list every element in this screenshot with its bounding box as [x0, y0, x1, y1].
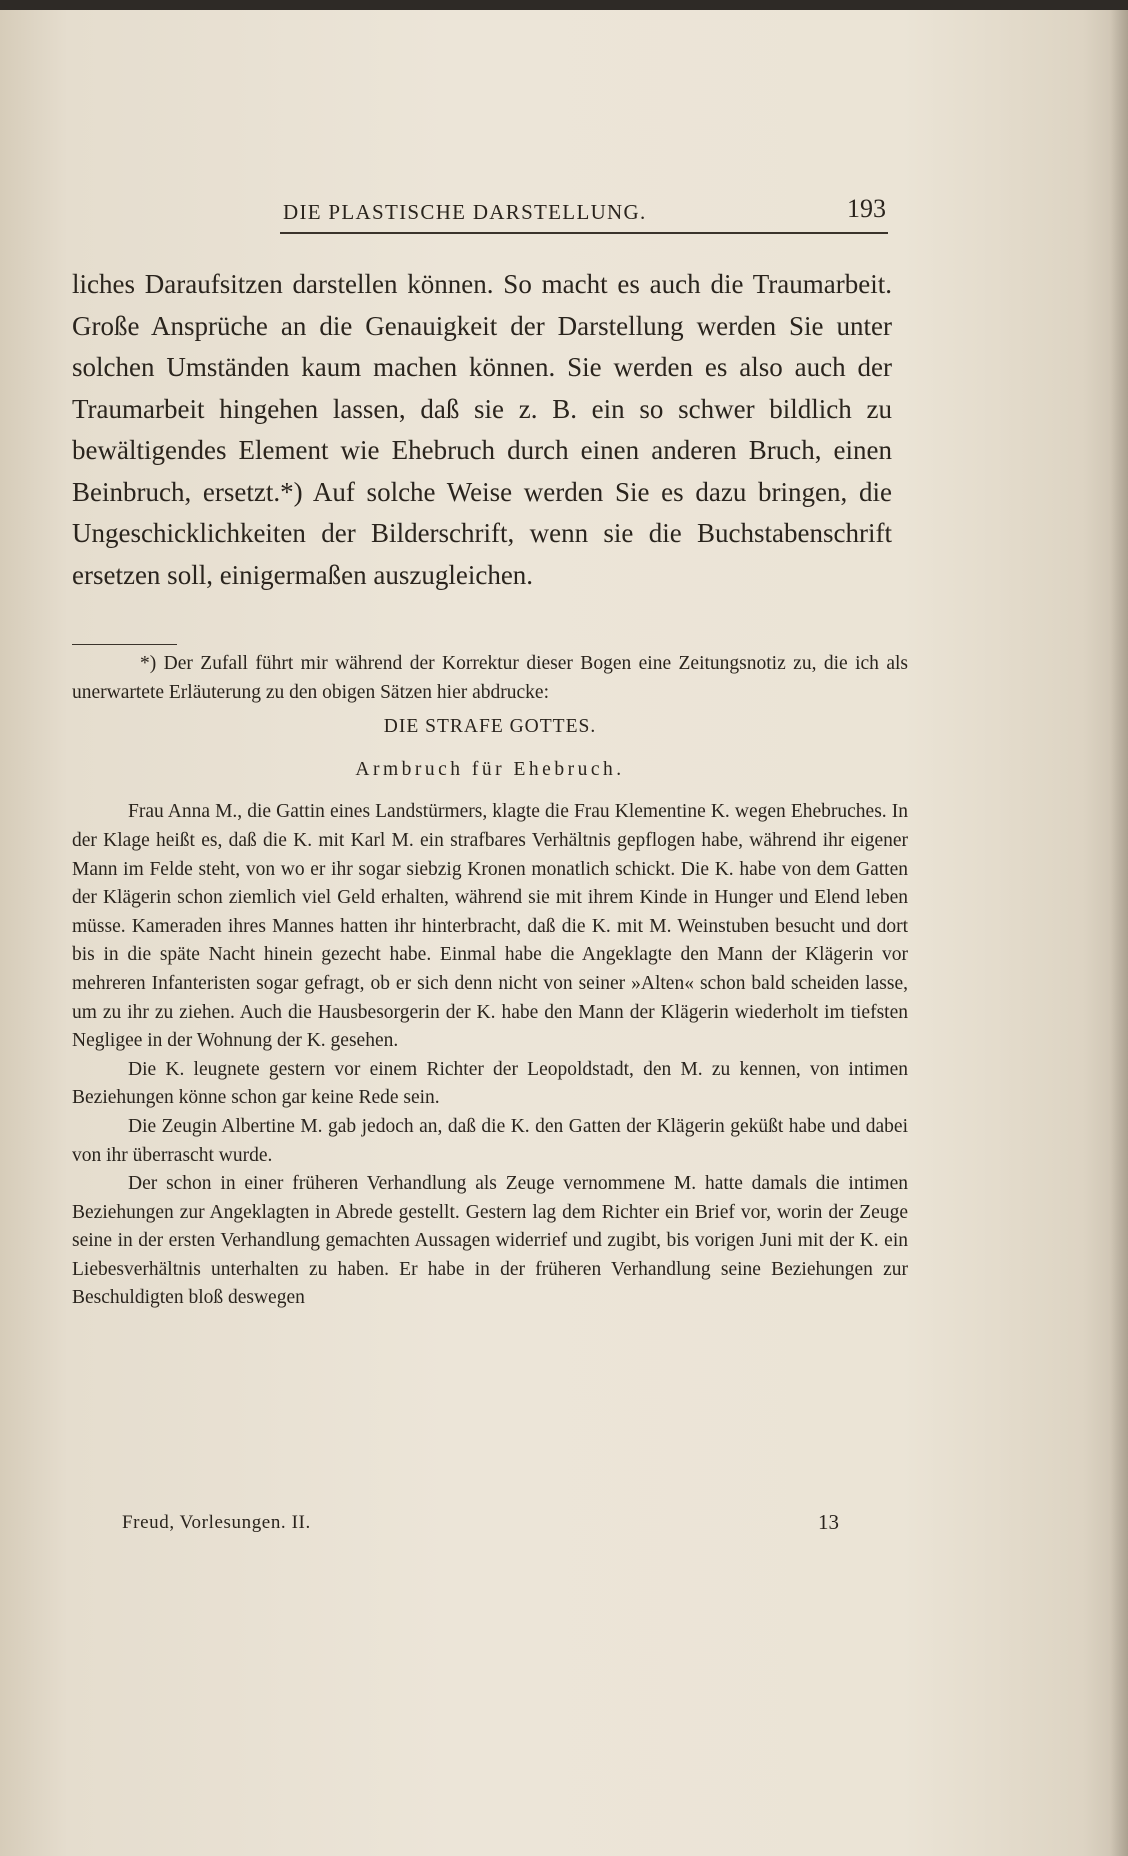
running-title: DIE PLASTISCHE DARSTELLUNG.: [283, 200, 647, 224]
page-header: [280, 190, 888, 234]
main-text-paragraph: liches Daraufsitzen darstellen können. So macht es auch die Traumarbeit. Große Ansprüche an die Genauigkeit der Darstellung werden Sie unter solchen Umständen kaum machen können. Sie werden es also auch der Traumarbeit hingehen lassen, daß sie z. B. ein so schwer bildlich zu bewältigendes Element wie Ehebruch durch einen anderen Bruch, einen Beinbruch, ersetzt.*) Auf solche Weise werden Sie es dazu bringen, die Ungeschicklichkeiten der Bilderschrift, wenn sie die Buchstabenschrift ersetzen soll, einigermaßen auszugleichen.: [72, 269, 892, 590]
news-paragraph-3: Die Zeugin Albertine M. gab jedoch an, daß die K. den Gatten der Klägerin geküßt habe und dabei von ihr überrascht wurde.: [72, 1115, 908, 1166]
news-paragraph-1: Frau Anna M., die Gattin eines Landstürmers, klagte die Frau Klementine K. wegen Ehebruches. In der Klage heißt es, daß die K. mit Karl M. ein strafbares Verhältnis gepflogen habe, während ihr eigener Mann im Felde steht, von wo er ihr sogar siebzig Kronen monatlich schickt. Die K. habe von dem Gatten der Klägerin schon ziemlich viel Geld erhalten, während sie mit ihrem Kinde in Hunger und Elend leben müsse. Kameraden ihres Mannes hatten ihr hinterbracht, daß die K. mit M. Weinstuben besucht und dort bis in die späte Nacht hinein gezecht habe. Einmal habe die Angeklagte den Mann der Klägerin vor mehreren Infanteristen sogar gefragt, ob er sich denn nicht von seiner »Alten« schon bald scheiden lasse, um zu ihr zu ziehen. Auch die Hausbesorgerin der K. habe den Mann der Klägerin wiederholt im tiefsten Negligee in der Wohnung der K. gesehen.: [72, 801, 908, 1052]
news-title: DIE STRAFE GOTTES.: [383, 716, 597, 738]
news-paragraph-4: Der schon in einer früheren Verhandlung als Zeuge vernommene M. hatte damals die intimen Beziehungen zur Angeklagten in Abrede gestellt. Gestern lag dem Richter ein Brief vor, worin der Zeuge seine in der ersten Verhandlung gemachten Aussagen widerrief und zugibt, bis vorigen Juni mit der K. ein Liebesverhältnis unterhalten zu haben. Er habe in der früheren Verhandlung seine Beziehungen zur Beschuldigten bloß deswegen: [72, 1173, 908, 1309]
footer-sheet-number: 13: [818, 1510, 839, 1534]
news-subtitle: Armbruch für Ehebruch.: [355, 758, 625, 780]
footnote-divider: [72, 644, 177, 645]
footer-signature: Freud, Vorlesungen. II.: [122, 1512, 311, 1533]
page-number: 193: [847, 194, 886, 223]
news-paragraph-2: Die K. leugnete gestern vor einem Richter der Leopoldstadt, den M. zu kennen, von intimen Beziehungen könne schon gar keine Rede sein.: [72, 1058, 908, 1109]
footnote: [72, 650, 908, 1313]
footnote-intro: *) Der Zufall führt mir während der Korrektur dieser Bogen eine Zeitungsnotiz zu, die ich als unerwartete Erläuterung zu den obigen Sätzen hier abdrucke:: [72, 653, 908, 703]
